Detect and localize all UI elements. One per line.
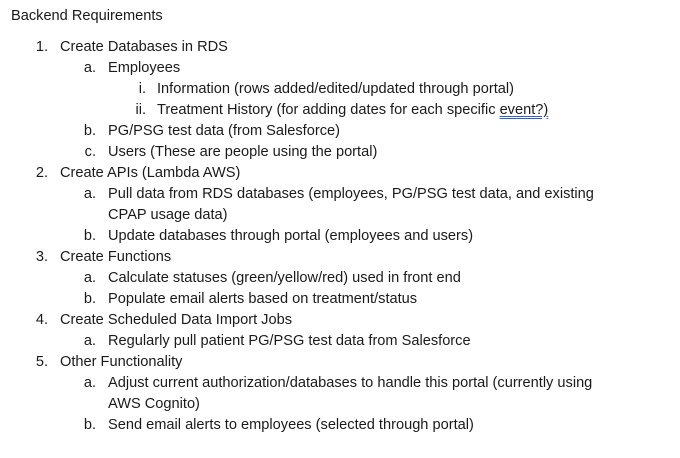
list-marker: a. (83, 333, 96, 349)
list-item-text: Create Databases in RDS (60, 39, 228, 55)
list-item-text: CPAP usage data) (108, 207, 228, 223)
list-marker: 2. (35, 165, 48, 181)
list-marker: 3. (35, 249, 48, 265)
list-item-text: Other Functionality (60, 354, 183, 370)
list-marker: a. (83, 270, 96, 286)
list-marker: c. (84, 144, 96, 160)
list-item-text: Information (rows added/edited/updated through portal) (157, 81, 514, 97)
document-title: Backend Requirements (11, 8, 163, 24)
list-item-text: Calculate statuses (green/yellow/red) used in front end (108, 270, 461, 286)
list-item-text: Users (These are people using the portal) (108, 144, 378, 160)
list-item-text-wrap (157, 100, 548, 121)
list-item-text: Create Scheduled Data Import Jobs (60, 312, 293, 328)
list-item-text: Create Functions (60, 249, 172, 265)
list-item-text: Treatment History (for adding dates for each specific (157, 102, 500, 118)
list-marker: 5. (35, 354, 48, 370)
list-item-text: Pull data from RDS databases (employees, PG/PSG test data, and existing (108, 186, 594, 202)
list-marker: ii. (135, 102, 146, 118)
list-item-text: Employees (108, 60, 181, 76)
list-item-text: Populate email alerts based on treatment/status (108, 291, 418, 307)
list-item-text: Adjust current authorization/databases to handle this portal (currently using (108, 375, 593, 391)
list-item-text: AWS Cognito) (108, 396, 200, 412)
list-marker: b. (83, 291, 96, 307)
list-item-text: Create APIs (Lambda AWS) (60, 165, 241, 181)
list-item-text: Send email alerts to employees (selected through portal) (108, 417, 474, 433)
list-marker: b. (83, 123, 96, 139)
list-marker: a. (83, 60, 96, 76)
list-marker: 4. (35, 312, 48, 328)
list-marker: a. (83, 186, 96, 202)
list-marker: i. (138, 81, 146, 97)
list-item-text: PG/PSG test data (from Salesforce) (108, 123, 340, 139)
list-item-text: Regularly pull patient PG/PSG test data from Salesforce (108, 333, 471, 349)
list-marker: 1. (35, 39, 48, 55)
list-marker: a. (83, 375, 96, 391)
list-marker: b. (83, 417, 96, 433)
list-marker: b. (83, 228, 96, 244)
spellcheck-flagged-word[interactable]: event?) (499, 102, 549, 118)
list-item-text: Update databases through portal (employees and users) (108, 228, 474, 244)
